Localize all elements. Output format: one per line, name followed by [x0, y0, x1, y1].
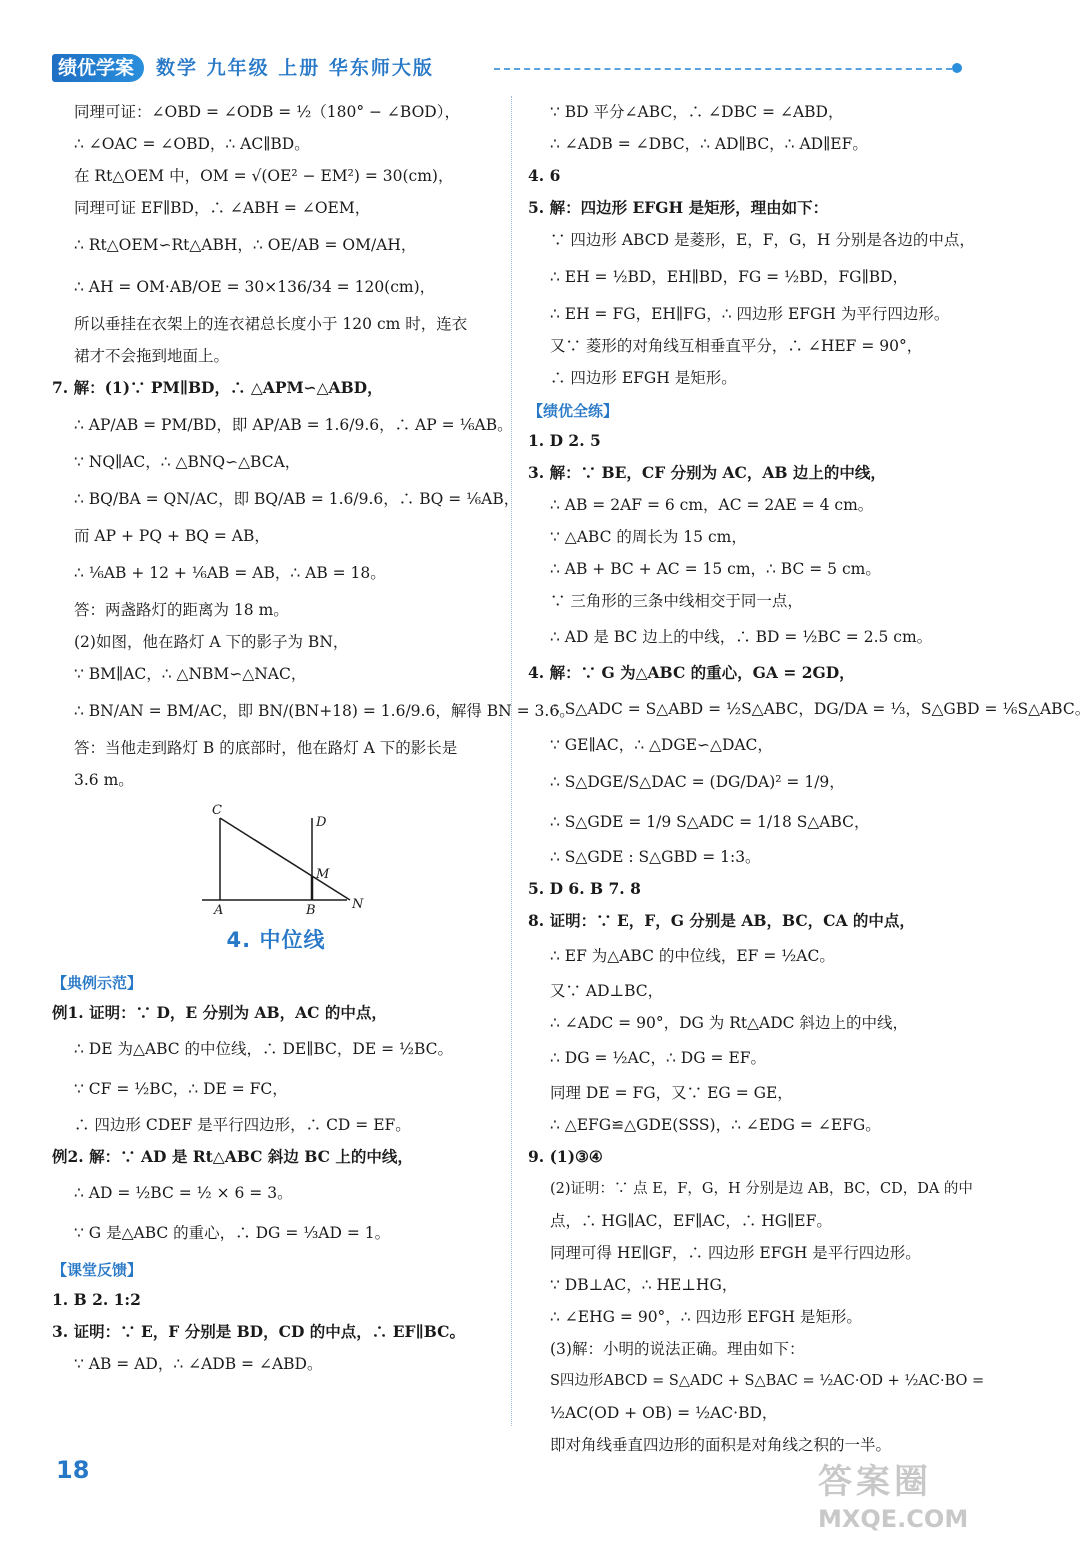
- text-line: ∴ AB + BC + AC = 15 cm，∴ BC = 5 cm。: [550, 560, 881, 578]
- text-line: (2)证明：∵ 点 E，F，G，H 分别是边 AB，BC，CD，DA 的中: [550, 1181, 973, 1197]
- text-line: ∵ AB = AD，∴ ∠ADB = ∠ABD。: [74, 1355, 323, 1373]
- text-line: ∴ ∠OAC = ∠OBD，∴ AC∥BD。: [74, 135, 310, 153]
- text-line: (3)解：小明的说法正确。理由如下：: [550, 1340, 805, 1358]
- text-line: 点，∴ HG∥AC，EF∥AC，∴ HG∥EF。: [550, 1212, 832, 1230]
- text-line: ∵ GE∥AC，∴ △DGE∽△DAC，: [550, 736, 773, 754]
- text-line: (2)如图，他在路灯 A 下的影子为 BN，: [74, 633, 349, 651]
- problem-4: 4. 解：∵ G 为△ABC 的重心，GA = 2GD，: [528, 663, 855, 682]
- text-line: ∵ 四边形 ABCD 是菱形，E，F，G，H 分别是各边的中点，: [550, 231, 975, 249]
- text-line: 同理可证：∠OBD = ∠ODB = ½（180° − ∠BOD），: [74, 103, 460, 121]
- text-line: ∴ ∠ADB = ∠DBC，∴ AD∥BC，∴ AD∥EF。: [550, 135, 868, 153]
- text-line: ∵ G 是△ABC 的重心，∴ DG = ⅓AD = 1。: [74, 1224, 391, 1242]
- label-a: A: [214, 903, 224, 918]
- label-b: B: [306, 903, 316, 918]
- problem-8: 8. 证明：∵ E，F，G 分别是 AB，BC，CA 的中点，: [528, 911, 915, 930]
- text-line: ∴ DE 为△ABC 的中位线，∴ DE∥BC，DE = ½BC。: [74, 1040, 454, 1058]
- problem-9: 9. (1)③④: [528, 1147, 603, 1166]
- text-line: 同理 DE = FG，又∵ EG = GE，: [550, 1084, 793, 1102]
- text-line: ∴ AB = 2AF = 6 cm，AC = 2AE = 4 cm。: [550, 496, 874, 514]
- text-line: ∵ BM∥AC，∴ △NBM∽△NAC，: [74, 665, 307, 683]
- text-line: ∴ Rt△OEM∽Rt△ABH，∴ OE/AB = OM/AH，: [74, 236, 417, 254]
- text-line: ∴ AH = OM·AB/OE = 30×136/34 = 120(cm)，: [74, 278, 436, 296]
- text-line: ∴ 四边形 CDEF 是平行四边形，∴ CD = EF。: [74, 1116, 411, 1134]
- text-line: 同理可证 EF∥BD，∴ ∠ABH = ∠OEM，: [74, 199, 371, 217]
- text-line: ∴ AD = ½BC = ½ × 6 = 3。: [74, 1184, 293, 1202]
- label-m: M: [316, 867, 330, 882]
- text-line: ∴ EH = ½BD，EH∥BD，FG = ½BD，FG∥BD，: [550, 268, 909, 286]
- feedback-problem-3: 3. 证明：∵ E，F 分别是 BD，CD 的中点，∴ EF∥BC。: [52, 1322, 465, 1341]
- tag-feedback: 【课堂反馈】: [52, 1261, 143, 1279]
- text-line: ∴ BQ/BA = QN/AC，即 BQ/AB = 1.6/9.6，∴ BQ = ⅙AB，: [74, 490, 520, 508]
- feedback-answers: 1. B 2. 1:2: [52, 1290, 141, 1309]
- text-line: ∴ AP/AB = PM/BD，即 AP/AB = 1.6/9.6，∴ AP = ⅙AB。: [74, 416, 513, 434]
- text-line: ∴ BN/AN = BM/AC，即 BN/(BN+18) = 1.6/9.6，解得 BN = 3.6。: [74, 702, 575, 720]
- text-line: 即对角线垂直四边形的面积是对角线之积的一半。: [550, 1436, 892, 1454]
- problem-5: 5. 解：四边形 EFGH 是矩形，理由如下：: [528, 198, 829, 217]
- right-column: [528, 96, 1090, 1461]
- text-line: ∴ AD 是 BC 边上的中线，∴ BD = ½BC = 2.5 cm。: [550, 628, 933, 646]
- text-line: 答：两盏路灯的距离为 18 m。: [74, 601, 289, 619]
- text-line: ½AC(OD + OB) = ½AC·BD，: [550, 1404, 778, 1422]
- text-line: ∵ 三角形的三条中线相交于同一点，: [550, 592, 803, 610]
- text-line: ∴ S△ADC = S△ABD = ½S△ABC，DG/DA = ⅓，S△GBD = ⅙S△ABC。: [550, 700, 1090, 718]
- text-line: 同理可得 HE∥GF，∴ 四边形 EFGH 是平行四边形。: [550, 1244, 921, 1262]
- text-line: ∴ 四边形 EFGH 是矩形。: [550, 369, 737, 387]
- answers-5-7: 5. D 6. B 7. 8: [528, 879, 641, 898]
- text-line: ∴ DG = ½AC，∴ DG = EF。: [550, 1049, 767, 1067]
- text-line: ∴ S△DGE/S△DAC = (DG/DA)² = 1/9，: [550, 773, 845, 791]
- header-dashed-rule: [494, 68, 952, 70]
- text-line: 3.6 m。: [74, 771, 134, 789]
- text-line: ∴ ∠ADC = 90°，DG 为 Rt△ADC 斜边上的中线，: [550, 1014, 908, 1032]
- streetlight-diagram: [162, 796, 364, 918]
- text-line: 在 Rt△OEM 中，OM = √(OE² − EM²) = 30(cm)，: [74, 167, 454, 185]
- text-line: 答：当他走到路灯 B 的底部时，他在路灯 A 下的影长是: [74, 739, 458, 757]
- text-line: ∴ EF 为△ABC 的中位线，EF = ½AC。: [550, 947, 835, 965]
- header-dot: [952, 63, 962, 73]
- example-1: 例1. 证明：∵ D，E 分别为 AB，AC 的中点，: [52, 1003, 387, 1022]
- tag-examples: 【典例示范】: [52, 974, 143, 992]
- text-line: ∴ ∠EHG = 90°，∴ 四边形 EFGH 是矩形。: [550, 1308, 862, 1326]
- label-n: N: [352, 897, 364, 912]
- text-line: 又∵ 菱形的对角线互相垂直平分，∴ ∠HEF = 90°，: [550, 337, 923, 355]
- page-number: 18: [56, 1456, 90, 1484]
- book-title: 数学 九年级 上册 华东师大版: [156, 57, 434, 79]
- text-line: S四边形ABCD = S△ADC + S△BAC = ½AC·OD + ½AC·BO =: [550, 1373, 985, 1389]
- watermark-url: MXQE.COM: [818, 1505, 969, 1533]
- example-2: 例2. 解：∵ AD 是 Rt△ABC 斜边 BC 上的中线，: [52, 1147, 413, 1166]
- text-line: ∴ S△GDE = 1/9 S△ADC = 1/18 S△ABC，: [550, 813, 870, 831]
- problem-3: 3. 解：∵ BE，CF 分别为 AC，AB 边上的中线，: [528, 463, 886, 482]
- label-c: C: [212, 803, 222, 818]
- light-ray: [220, 818, 350, 900]
- text-line: ∵ CF = ½BC，∴ DE = FC，: [74, 1080, 288, 1098]
- text-line: ∴ △EFG≌△GDE(SSS)，∴ ∠EDG = ∠EFG。: [550, 1116, 881, 1134]
- tag-practice: 【绩优全练】: [528, 402, 619, 420]
- text-line: ∵ NQ∥AC，∴ △BNQ∽△BCA，: [74, 453, 301, 471]
- text-line: ∴ S△GDE : S△GBD = 1:3。: [550, 848, 761, 866]
- text-line: 又∵ AD⊥BC，: [550, 982, 664, 1000]
- text-line: ∵ DB⊥AC，∴ HE⊥HG，: [550, 1276, 738, 1294]
- problem-7: 7. 解：(1)∵ PM∥BD，∴ △APM∽△ABD，: [52, 378, 383, 397]
- text-line: 所以垂挂在衣架上的连衣裙总长度小于 120 cm 时，连衣: [74, 315, 468, 333]
- text-line: ∴ EH = FG，EH∥FG，∴ 四边形 EFGH 为平行四边形。: [550, 305, 950, 323]
- answers-1-2: 1. D 2. 5: [528, 431, 601, 450]
- label-d: D: [316, 815, 327, 830]
- text-line: ∵ BD 平分∠ABC，∴ ∠DBC = ∠ABD，: [550, 103, 844, 121]
- text-line: ∴ ⅙AB + 12 + ⅙AB = AB，∴ AB = 18。: [74, 564, 386, 582]
- text-line: 裙才不会拖到地面上。: [74, 347, 230, 365]
- streetlight-figure: [162, 796, 500, 918]
- column-divider: [511, 96, 512, 1426]
- brand-badge: 绩优学案: [52, 54, 144, 82]
- answer-4: 4. 6: [528, 166, 561, 185]
- watermark: [818, 1460, 988, 1540]
- text-line: 而 AP + PQ + BQ = AB，: [74, 527, 270, 545]
- page-header: [52, 54, 962, 86]
- text-line: ∵ △ABC 的周长为 15 cm，: [550, 528, 747, 546]
- watermark-logo-text: 答案圈: [818, 1462, 932, 1502]
- section-title: 4. 中位线: [226, 928, 326, 952]
